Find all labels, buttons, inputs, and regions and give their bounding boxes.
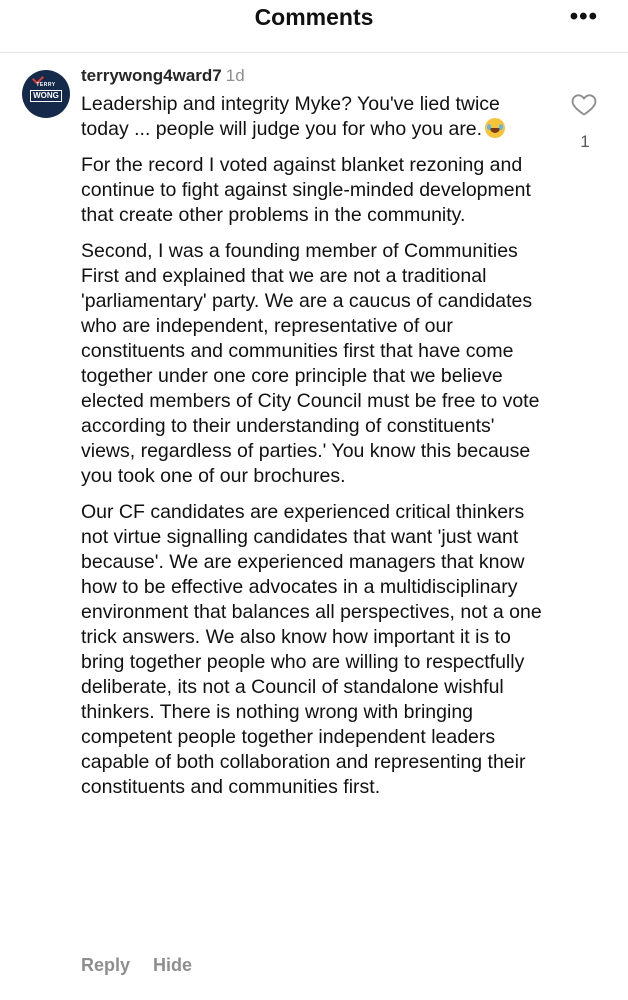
like-count: 1 (580, 132, 590, 151)
hide-button[interactable]: Hide (153, 955, 193, 975)
laughing-emoji-icon (485, 118, 505, 138)
page-title: Comments (254, 4, 374, 30)
avatar-text-main: WONG (30, 90, 62, 102)
avatar-text-top: TERRY (36, 82, 56, 88)
comment-paragraph: Second, I was a founding member of Communities First and explained that we are not a traditional 'parliamentary' party. We are a caucus of candidates who are independent, representative of our constituents and communities first that have come together under one core principle that we believe elected members of City Council must be free to vote according to their understanding of constituents' views, regardless of parties.' You know this because you took one of our brochures. (81, 240, 540, 487)
reply-button[interactable]: Reply (81, 955, 131, 975)
comment-actions (81, 955, 215, 976)
comments-header (0, 0, 628, 53)
comment-text (81, 92, 551, 811)
avatar[interactable] (22, 70, 70, 118)
comment-author-line (81, 66, 245, 86)
comment-paragraph: Leadership and integrity Myke? You've lied twice today ... people will judge you for who you are. (81, 92, 551, 142)
username[interactable]: terrywong4ward7 (81, 66, 222, 85)
comment-age: 1d (225, 66, 245, 85)
comment-paragraph: Our CF candidates are experienced critical thinkers not virtue signalling candidates that want 'just want because'. We are experienced managers that know how to be effective advocates in a multidisciplinary environment that balances all perspectives, not a one trick answers. We also know how important it is to bring together people who are willing to respectfully deliberate, its not a Council of standalone wishful thinkers. There is nothing wrong with bringing competent people together independent leaders capable of both collaboration and representing their constituents and communities first. (81, 501, 542, 798)
more-options-icon[interactable]: ••• (569, 3, 598, 30)
heart-icon[interactable] (569, 90, 599, 118)
comment-paragraph: For the record I voted against blanket rezoning and continue to fight against single-minded development that create other problems in the community. (81, 154, 531, 226)
